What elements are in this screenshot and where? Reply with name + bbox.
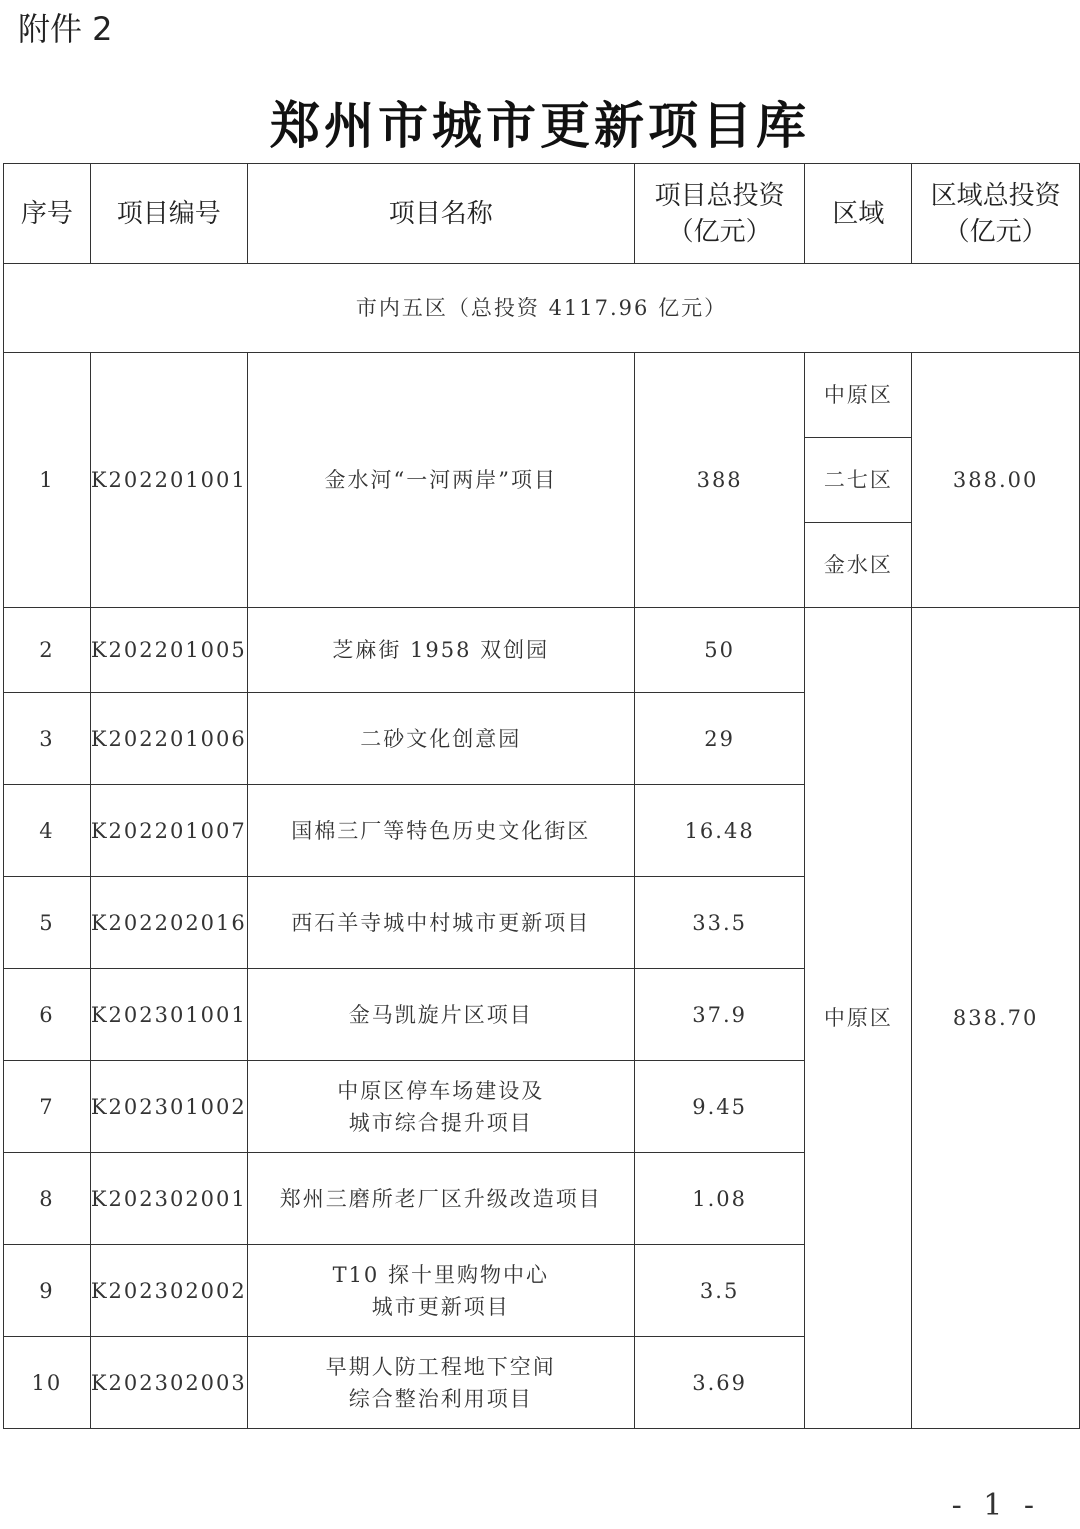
row-code: K202201001 (90, 353, 247, 608)
row-code: K202201007 (90, 785, 247, 877)
group-district-total: 838.70 (912, 608, 1080, 1429)
header-code: 项目编号 (90, 164, 247, 264)
row-name-line2: 综合整治利用项目 (348, 1386, 533, 1411)
row-invest: 388 (634, 353, 805, 608)
row-code: K202201006 (90, 693, 247, 785)
header-total-line2: （亿元） (667, 216, 772, 247)
row-invest: 37.9 (634, 969, 805, 1061)
row-invest: 16.48 (634, 785, 805, 877)
section-row (4, 264, 1080, 353)
row-seq: 9 (4, 1245, 91, 1337)
row-district: 中原区 (805, 353, 912, 438)
table-row (4, 608, 1080, 693)
header-name: 项目名称 (247, 164, 634, 264)
row-seq: 5 (4, 877, 91, 969)
row-code: K202301001 (90, 969, 247, 1061)
row-name: 西石羊寺城中村城市更新项目 (247, 877, 634, 969)
row-seq: 2 (4, 608, 91, 693)
row-district: 二七区 (805, 438, 912, 523)
row-code: K202302002 (90, 1245, 247, 1337)
header-district: 区域 (805, 164, 912, 264)
row-name-line1: 中原区停车场建设及 (337, 1078, 545, 1103)
row-invest: 3.5 (634, 1245, 805, 1337)
table-row (4, 353, 1080, 438)
header-total (634, 164, 805, 264)
row-code: K202201005 (90, 608, 247, 693)
row-name-line1: 早期人防工程地下空间 (325, 1354, 556, 1379)
row-seq: 1 (4, 353, 91, 608)
row-name: 金马凯旋片区项目 (247, 969, 634, 1061)
header-seq: 序号 (4, 164, 91, 264)
row-seq: 7 (4, 1061, 91, 1153)
project-table (3, 163, 1080, 1429)
row-name: 郑州三磨所老厂区升级改造项目 (247, 1153, 634, 1245)
row-code: K202302001 (90, 1153, 247, 1245)
row-district: 金水区 (805, 523, 912, 608)
header-district-total-line2: （亿元） (943, 216, 1048, 247)
row-seq: 6 (4, 969, 91, 1061)
row-code: K202302003 (90, 1337, 247, 1429)
row-name-line2: 城市更新项目 (371, 1294, 510, 1319)
row-seq: 8 (4, 1153, 91, 1245)
row-name (247, 1061, 634, 1153)
table-header-row (4, 164, 1080, 264)
header-total-line1: 项目总投资 (654, 180, 785, 211)
row-district-total: 388.00 (912, 353, 1080, 608)
row-name: 二砂文化创意园 (247, 693, 634, 785)
row-name: 金水河“一河两岸”项目 (247, 353, 634, 608)
row-name (247, 1245, 634, 1337)
row-code: K202202016 (90, 877, 247, 969)
row-name-line1: T10 探十里购物中心 (332, 1262, 549, 1287)
row-seq: 4 (4, 785, 91, 877)
group-district: 中原区 (805, 608, 912, 1429)
row-invest: 9.45 (634, 1061, 805, 1153)
row-name: 芝麻街 1958 双创园 (247, 608, 634, 693)
section-title: 市内五区（总投资 4117.96 亿元） (4, 264, 1080, 353)
row-name-line2: 城市综合提升项目 (348, 1110, 533, 1135)
attachment-label: 附件 2 (18, 10, 113, 48)
page-title: 郑州市城市更新项目库 (270, 97, 810, 155)
row-invest: 3.69 (634, 1337, 805, 1429)
row-name (247, 1337, 634, 1429)
row-invest: 50 (634, 608, 805, 693)
row-seq: 3 (4, 693, 91, 785)
row-code: K202301002 (90, 1061, 247, 1153)
row-invest: 1.08 (634, 1153, 805, 1245)
row-seq: 10 (4, 1337, 91, 1429)
header-district-total (912, 164, 1080, 264)
row-invest: 29 (634, 693, 805, 785)
row-invest: 33.5 (634, 877, 805, 969)
row-name: 国棉三厂等特色历史文化街区 (247, 785, 634, 877)
page-number: - 1 - (951, 1488, 1040, 1523)
header-district-total-line1: 区域总投资 (930, 180, 1061, 211)
